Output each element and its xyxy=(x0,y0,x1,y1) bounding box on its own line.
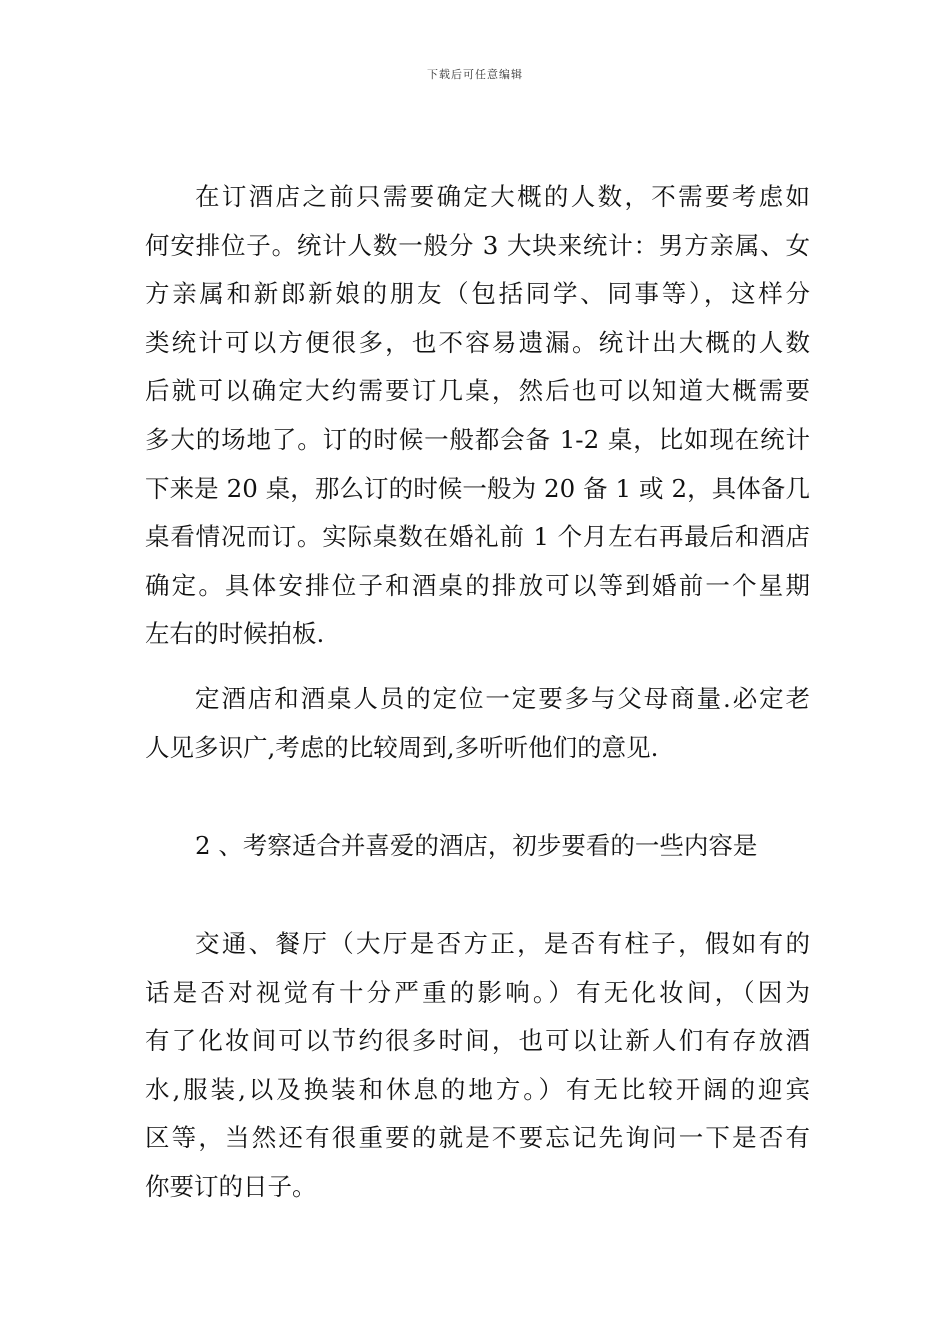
paragraph-consult-parents xyxy=(145,675,810,772)
paragraph-venue-checklist xyxy=(145,920,810,1212)
text-line: 在订酒店之前只需要确定大概的人数，不需要考虑如 xyxy=(195,182,810,211)
text-line: 确定。具体安排位子和酒桌的排放可以等到婚前一个星期 xyxy=(145,570,810,600)
text-line: 多大的场地了。订的时候一般都会备 1-2 桌，比如现在统计 xyxy=(145,424,810,454)
text-line: 方亲属和新郎新娘的朋友（包括同学、同事等），这样分 xyxy=(145,279,810,309)
text-line: 桌看情况而订。实际桌数在婚礼前 1 个月左右再最后和酒店 xyxy=(145,522,810,552)
page-header: 下载后可任意编辑 xyxy=(427,68,523,81)
text-line: 水,服装,以及换装和休息的地方。）有无比较开阔的迎宾 xyxy=(145,1074,810,1104)
text-line: 类统计可以方便很多，也不容易遗漏。统计出大概的人数 xyxy=(145,327,810,357)
text-line: 交通、餐厅（大厅是否方正，是否有柱子，假如有的 xyxy=(195,929,810,958)
text-line: 下来是 20 桌，那么订的时候一般为 20 备 1 或 2，具体备几 xyxy=(145,473,810,503)
text-line: 定酒店和酒桌人员的定位一定要多与父母商量.必定老 xyxy=(195,684,810,713)
section-heading: 2 、考察适合并喜爱的酒店，初步要看的一些内容是 xyxy=(195,831,758,860)
text-line: 何安排位子。统计人数一般分 3 大块来统计：男方亲属、女 xyxy=(145,230,810,260)
text-line: 话是否对视觉有十分严重的影响。）有无化妆间，（因为 xyxy=(145,977,810,1007)
text-line: 你要订的日子。 xyxy=(145,1171,317,1201)
text-line: 后就可以确定大约需要订几桌，然后也可以知道大概需要 xyxy=(145,376,810,406)
text-line: 人见多识广,考虑的比较周到,多听听他们的意见. xyxy=(145,732,659,762)
text-line: 左右的时候拍板. xyxy=(145,619,325,649)
paragraph-table-count xyxy=(145,173,810,659)
text-line: 有了化妆间可以节约很多时间，也可以让新人们有存放酒 xyxy=(145,1026,810,1056)
text-line: 区等，当然还有很重要的就是不要忘记先询问一下是否有 xyxy=(145,1123,810,1153)
